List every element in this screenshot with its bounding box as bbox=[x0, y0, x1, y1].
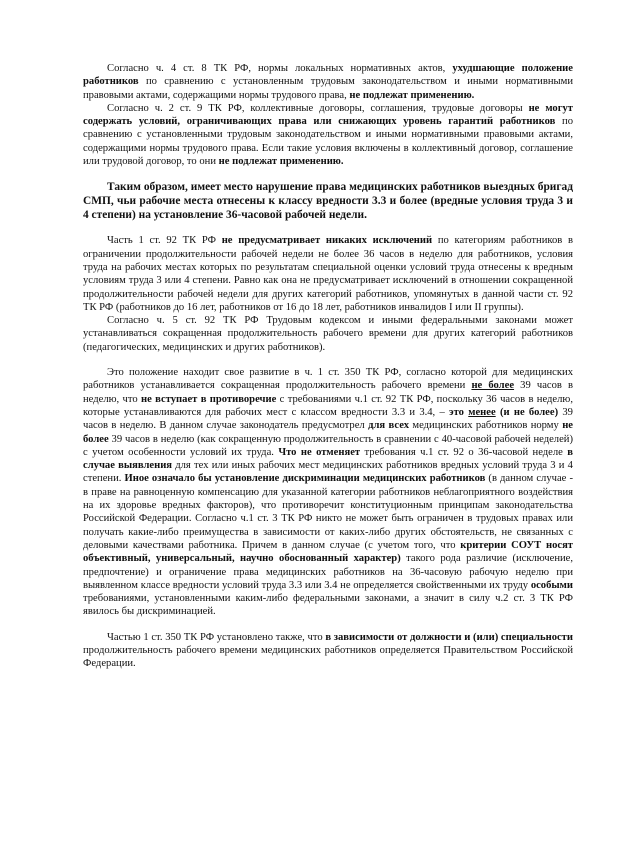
paragraph-p2 bbox=[83, 102, 573, 168]
paragraph-p1 bbox=[83, 62, 573, 102]
text-segment: в случае выявления bbox=[83, 446, 573, 472]
text-segment: менее bbox=[468, 406, 496, 418]
text-segment: продолжительность рабочего времени медицинских работников определяется Правительством Российской Федерации. bbox=[83, 644, 573, 670]
text-segment: в зависимости от должности и (или) специальности bbox=[325, 631, 573, 643]
text-segment: по сравнению с установленными трудовым законодательством и иными нормативными правовыми актами, содержащими нормы трудового права. Если такие условия включены в коллективный договор, соглашение или трудовой договор, то они bbox=[83, 116, 573, 168]
text-segment: не более bbox=[83, 420, 574, 445]
text-segment: Частью 1 ст. 350 ТК РФ установлено также, что bbox=[107, 631, 326, 643]
text-segment: требования ч.1 ст. 92 о 36-часовой неделе bbox=[360, 446, 568, 458]
text-segment: 39 часов в неделю (как сокращенную продолжительность в сравнении с 40-часовой рабочей неделей) с учетом особенности условий их труда. bbox=[83, 433, 573, 458]
text-segment: не более bbox=[471, 380, 515, 392]
text-segment: Согласно ч. 2 ст. 9 ТК РФ, коллективные договоры, соглашения, трудовые договоры bbox=[107, 102, 529, 114]
text-segment: для тех или иных рабочих мест медицинских работников вредных условий труда 3 и 4 степени. bbox=[83, 460, 573, 485]
text-segment: с требованиями ч.1 ст. 92 ТК РФ, поскольку 36 часов в неделю, которые устанавливаются для рабочих мест с классом вредности 3.3 и 3.4, – bbox=[83, 393, 573, 418]
text-segment: критерии СОУТ носят объективный, универсальный, научно обоснованный характер) bbox=[83, 539, 574, 565]
text-segment: Что не отменяет bbox=[278, 446, 361, 458]
text-segment: такого рода различие (исключение, предпочтение) и ограничение права медицинских работников на 36-часовую рабочую неделю при выявленном классе вредности условий труда 3.3 или 3.4 не определяется свойственными их труду bbox=[83, 553, 574, 591]
paragraph-p6 bbox=[83, 366, 573, 619]
text-segment: не вступает в противоречие bbox=[140, 393, 277, 405]
text-segment: Это положение находит свое развитие в ч. 1 ст. 350 ТК РФ, согласно которой для медицинских работников устанавливается сокращенная продолжительность рабочего времени bbox=[83, 367, 573, 392]
text-segment: (в данном случае - в праве на равноценную компенсацию для указанной категории работников неблагоприятного воздействия на их здоровье вредных факторов), что противоречит конституционным принципам законодательства Российской Федерации. Согласно ч.1 ст. 3 ТК РФ никто не может быть ограничен в трудовых правах или получать какие-либо преимущества в зависимости от каких-либо других обстоятельств, не связанных с деловыми качествами работника. Причем в данном случае (с учетом того, что bbox=[83, 473, 573, 551]
text-segment: не предусматривает никаких исключений bbox=[221, 235, 433, 247]
text-segment: ухудшающие положение работников bbox=[83, 63, 573, 88]
text-segment: для всех bbox=[368, 420, 409, 432]
text-segment: не подлежат применению. bbox=[218, 156, 344, 168]
text-segment: не подлежат применению. bbox=[349, 89, 475, 101]
text-segment: 39 часов в неделю, что bbox=[83, 380, 574, 405]
paragraph-gap bbox=[83, 619, 573, 631]
text-segment: Согласно ч. 4 ст. 8 ТК РФ, нормы локальных нормативных актов, bbox=[107, 63, 453, 74]
paragraph-p7 bbox=[83, 631, 573, 671]
paragraph-gap bbox=[83, 222, 573, 234]
text-segment: требованиями, установленными каким-либо федеральными законами, а значит в силу ч.2 ст. 3 ТК РФ явилось бы дискриминацией. bbox=[83, 593, 573, 618]
paragraph-gap bbox=[83, 354, 573, 366]
text-segment: (и не более) bbox=[499, 406, 559, 418]
text-segment: медицинских работников норму bbox=[409, 420, 563, 432]
text-segment: 39 часов в неделю. В данном случае законодатель предусмотрел bbox=[83, 406, 573, 432]
paragraph-p3 bbox=[83, 180, 573, 222]
paragraph-gap bbox=[83, 168, 573, 180]
text-segment: Иное означало бы установление дискриминации медицинских работников bbox=[124, 473, 486, 485]
paragraph-p4 bbox=[83, 234, 573, 314]
text-segment: по категориям работников в ограничении продолжительности рабочей недели не более 36 часов в неделю для работников, условия труда на рабочих местах которых по результатам специальной оценки условий труда отнесены к вредным условиям труда 3 или 4 степени. Равно как она не предусматривает исключений в отношении сокращенной продолжительности рабочей недели для других категорий работников, упомянутых в данной части ст. 92 ТК РФ (работников до 16 лет, работников от 16 до 18 лет, работников инвалидов I или II группы). bbox=[83, 235, 573, 313]
text-segment: это bbox=[449, 406, 464, 418]
text-segment: Часть 1 ст. 92 ТК РФ bbox=[107, 235, 222, 247]
paragraph-p5 bbox=[83, 314, 573, 354]
text-segment: Таким образом, имеет место нарушение права медицинских работников выездных бригад СМП, чьи рабочие места отнесены к классу вредности 3.3 и более (вредные условия труда 3 и 4 степени) на установление 36-часовой рабочей недели. bbox=[83, 181, 573, 222]
text-segment: Согласно ч. 5 ст. 92 ТК РФ Трудовым кодексом и иными федеральными законами может устанавливаться сокращенная продолжительность рабочего времени для других категорий работников (педагогических, медицинских и других работников). bbox=[83, 315, 573, 353]
text-segment: по сравнению с установленным трудовым законодательством и иными нормативными правовыми актами, содержащими нормы трудового права, bbox=[83, 76, 573, 101]
text-segment: особыми bbox=[530, 579, 573, 591]
text-segment: не могут содержать условий, ограничивающих права или снижающих уровень гарантий работников bbox=[83, 102, 574, 128]
